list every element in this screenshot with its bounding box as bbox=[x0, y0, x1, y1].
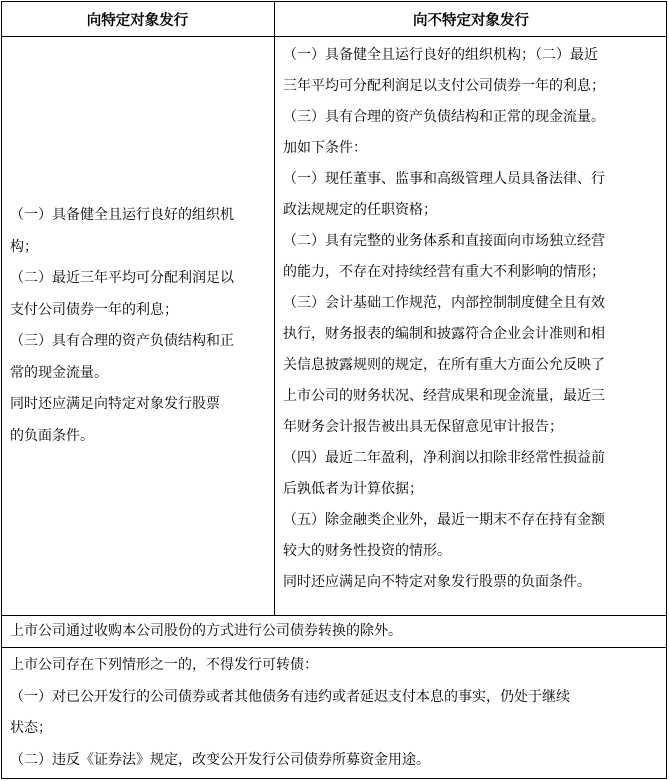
header-right: 向不特定对象发行 bbox=[413, 13, 529, 29]
right-line: 较大的财务性投资的情形。 bbox=[283, 543, 451, 559]
prohibition-line: （一）对已公开发行的公司债券或者其他债务有违约或者延迟支付本息的事实，仍处于继续 bbox=[10, 688, 570, 705]
right-line: 年财务会计报告被出具无保留意见审计报告； bbox=[283, 419, 563, 435]
right-line: （三）具有合理的资产负债结构和正常的现金流量。 bbox=[283, 109, 605, 125]
prohibition-line: 上市公司存在下列情形之一的，不得发行可转债： bbox=[10, 657, 318, 673]
left-line: （二）最近三年平均可分配利润足以 bbox=[10, 270, 234, 286]
left-line: （一）具备健全且运行良好的组织机 bbox=[10, 207, 234, 223]
header-left: 向特定对象发行 bbox=[86, 13, 189, 29]
left-cell bbox=[10, 200, 272, 452]
right-line: 同时还应满足向不特定对象发行股票的负面条件。 bbox=[283, 574, 591, 590]
prohibition-line: （二）违反《证券法》规定，改变公开发行公司债券所募资金用途。 bbox=[10, 751, 430, 768]
left-line: 支付公司债券一年的利息； bbox=[10, 301, 178, 318]
left-line: 同时还应满足向特定对象发行股票 bbox=[10, 396, 220, 412]
right-line: 三年平均可分配利润足以支付公司债券一年的利息； bbox=[283, 78, 605, 94]
prohibition-line: 状态； bbox=[10, 720, 52, 736]
left-line: 的负面条件。 bbox=[10, 427, 94, 444]
right-cell bbox=[283, 40, 665, 598]
right-line: 后孰低者为计算依据； bbox=[283, 481, 423, 497]
right-line: （五）除金融类企业外，最近一期末不存在持有金额 bbox=[283, 512, 605, 528]
left-line: 构； bbox=[10, 238, 38, 255]
right-line: 的能力，不存在对持续经营有重大不利影响的情形； bbox=[283, 264, 605, 280]
right-line: 加如下条件： bbox=[283, 140, 367, 156]
column-divider bbox=[274, 1, 275, 615]
left-line: （三）具有合理的资产负债结构和正 bbox=[10, 333, 234, 349]
right-line: 政法规规定的任职资格； bbox=[283, 202, 437, 218]
right-line: （二）具有完整的业务体系和直接面向市场独立经营 bbox=[283, 233, 605, 249]
left-line: 常的现金流量。 bbox=[10, 364, 108, 381]
prohibition-row bbox=[10, 650, 662, 776]
header-divider bbox=[1, 36, 667, 37]
exception-row bbox=[10, 616, 660, 648]
exception-text: 上市公司通过收购本公司股份的方式进行公司债券转换的除外。 bbox=[10, 623, 402, 639]
right-line: 上市公司的财务状况、经营成果和现金流量，最近三 bbox=[283, 388, 605, 404]
right-line: 执行，财务报表的编制和披露符合企业会计准则和相 bbox=[283, 326, 605, 342]
right-line: （四）最近二年盈利，净利润以扣除非经常性损益前 bbox=[283, 450, 605, 466]
right-line: （三）会计基础工作规范，内部控制制度健全且有效 bbox=[283, 295, 605, 311]
right-line: 关信息披露规则的规定，在所有重大方面公允反映了 bbox=[283, 357, 605, 373]
right-line: （一）现任董事、监事和高级管理人员具备法律、行 bbox=[283, 171, 605, 187]
right-line: （一）具备健全且运行良好的组织机构；（二）最近 bbox=[283, 47, 598, 63]
